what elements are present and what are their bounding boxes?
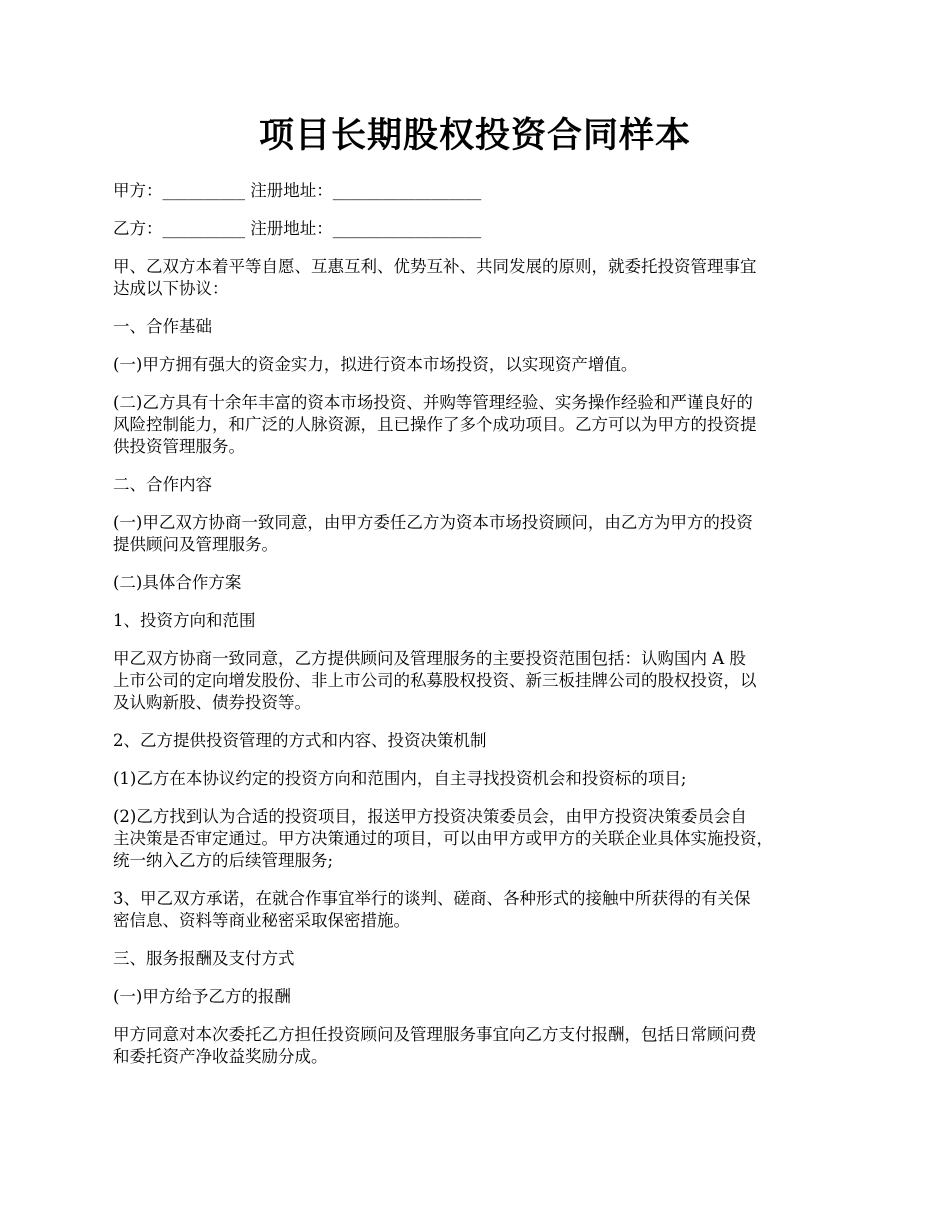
clause-paragraph — [113, 768, 843, 790]
text-line: 达成以下协议： — [113, 279, 229, 298]
text-line: (1)乙方在本协议约定的投资方向和范围内，自主寻找投资机会和投资标的项目; — [113, 769, 687, 788]
section-heading-cooperation-content — [113, 474, 843, 496]
clause-paragraph — [113, 572, 843, 594]
preamble-paragraph — [113, 256, 843, 300]
clause-paragraph — [113, 986, 843, 1008]
clause-paragraph — [113, 806, 843, 872]
section-heading-remuneration — [113, 948, 843, 970]
clause-paragraph — [113, 1024, 843, 1068]
text-line: 和委托资产净收益奖励分成。 — [113, 1047, 328, 1066]
text-line: (一)甲方给予乙方的报酬 — [113, 987, 291, 1006]
text-line: 提供顾问及管理服务。 — [113, 535, 278, 554]
text-line: 甲、乙双方本着平等自愿、互惠互利、优势互补、共同发展的原则，就委托投资管理事宜 — [113, 257, 757, 276]
text-line: 主决策是否审定通过。甲方决策通过的项目，可以由甲方或甲方的关联企业具体实施投资， — [113, 829, 773, 848]
text-line: 甲乙双方协商一致同意，乙方提供顾问及管理服务的主要投资范围包括：认购国内 A 股 — [113, 649, 746, 668]
clause-paragraph — [113, 648, 843, 714]
clause-paragraph — [113, 888, 843, 932]
text-line: 甲方同意对本次委托乙方担任投资顾问及管理服务事宜向乙方支付报酬，包括日常顾问费 — [113, 1025, 757, 1044]
text-line: 一、合作基础 — [113, 317, 212, 336]
text-line: 及认购新股、债券投资等。 — [113, 693, 311, 712]
text-line: 甲方：__________ 注册地址：__________________ — [113, 181, 482, 200]
section-heading-cooperation-basis — [113, 316, 843, 338]
text-line: 供投资管理服务。 — [113, 437, 245, 456]
document-body — [113, 180, 843, 1084]
clause-paragraph — [113, 730, 843, 752]
document-title: 项目长期股权投资合同样本 — [258, 116, 691, 156]
text-line: (一)甲乙双方协商一致同意，由甲方委任乙方为资本市场投资顾问，由乙方为甲方的投资 — [113, 513, 753, 532]
clause-paragraph — [113, 354, 843, 376]
text-line: 三、服务报酬及支付方式 — [113, 949, 295, 968]
text-line: 2、乙方提供投资管理的方式和内容、投资决策机制 — [113, 731, 487, 750]
text-line: (二)乙方具有十余年丰富的资本市场投资、并购等管理经验、实务操作经验和严谨良好的 — [113, 393, 753, 412]
text-line: 3、甲乙双方承诺，在就合作事宜举行的谈判、磋商、各种形式的接触中所获得的有关保 — [113, 889, 751, 908]
clause-paragraph — [113, 512, 843, 556]
text-line: (2)乙方找到认为合适的投资项目，报送甲方投资决策委员会，由甲方投资决策委员会自 — [113, 807, 747, 826]
text-line: 1、投资方向和范围 — [113, 611, 256, 630]
text-line: 风险控制能力，和广泛的人脉资源，且已操作了多个成功项目。乙方可以为甲方的投资提 — [113, 415, 757, 434]
text-line: 密信息、资料等商业秘密采取保密措施。 — [113, 911, 410, 930]
clause-paragraph — [113, 392, 843, 458]
text-line: 统一纳入乙方的后续管理服务; — [113, 851, 334, 870]
clause-paragraph — [113, 610, 843, 632]
text-line: 上市公司的定向增发股份、非上市公司的私募股权投资、新三板挂牌公司的股权投资，以 — [113, 671, 757, 690]
text-line: (二)具体合作方案 — [113, 573, 242, 592]
party-a-line — [113, 180, 843, 202]
text-line: (一)甲方拥有强大的资金实力，拟进行资本市场投资，以实现资产增值。 — [113, 355, 638, 374]
text-line: 乙方：__________ 注册地址：__________________ — [113, 219, 482, 238]
party-b-line — [113, 218, 843, 240]
text-line: 二、合作内容 — [113, 475, 212, 494]
